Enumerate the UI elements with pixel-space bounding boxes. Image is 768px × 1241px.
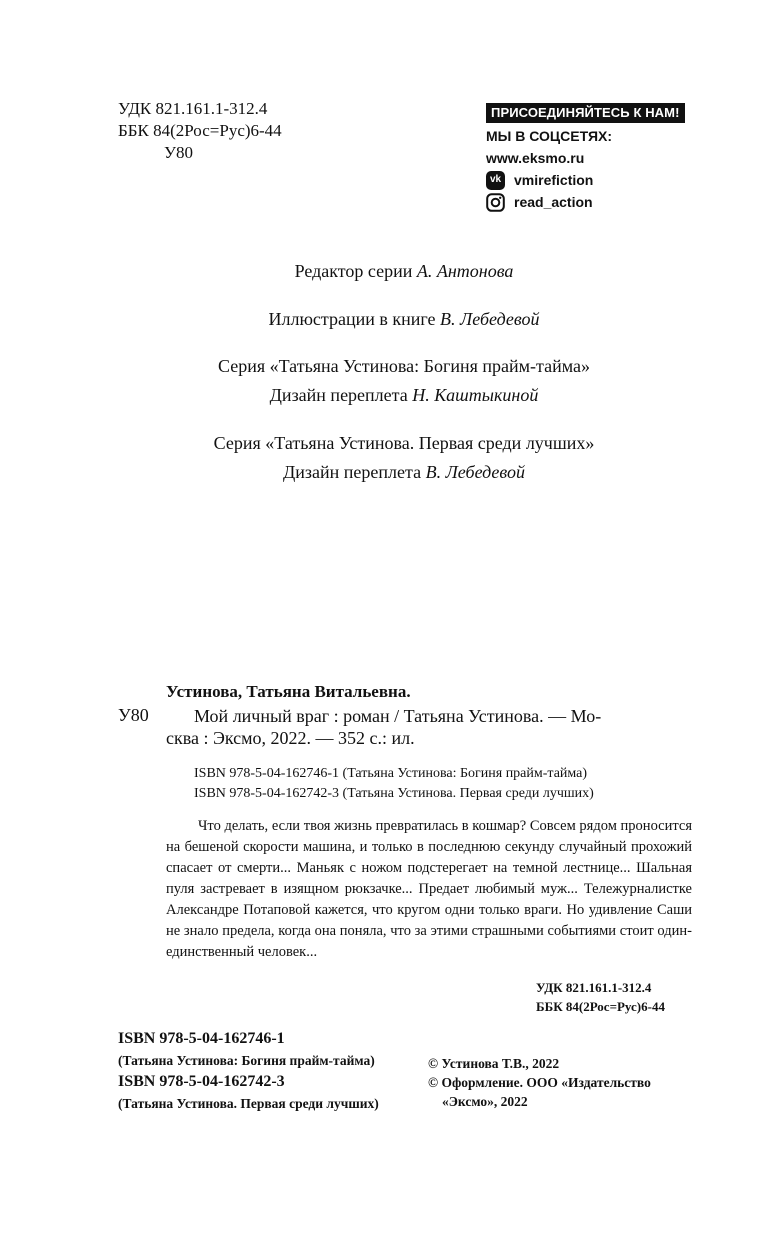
udk-right-bbk: ББК 84(2Рос=Рус)6-44	[536, 999, 665, 1014]
series1-design-name: Н. Каштыкиной	[412, 385, 539, 405]
annotation	[166, 816, 692, 963]
isbn-2-series: (Татьяна Устинова. Первая среди лучших)	[118, 1096, 379, 1111]
social-banner: ПРИСОЕДИНЯЙТЕСЬ К НАМ!	[486, 103, 685, 123]
vk-icon: vk	[486, 171, 505, 190]
catalog-isbn-2: ISBN 978-5-04-162742-3 (Татьяна Устинова. Первая среди лучших)	[194, 786, 594, 801]
bbk-code: ББК 84(2Рос=Рус)6-44	[118, 121, 282, 140]
isbn-block	[118, 1028, 379, 1114]
udk-right-udk: УДК 821.161.1-312.4	[536, 980, 652, 995]
series2-design	[0, 459, 768, 485]
social-block	[486, 101, 685, 213]
annotation-text: Что делать, если твоя жизнь превратилась в кошмар? Совсем рядом проносится на бешеной скорости машина, и только в последнюю секунду случайный прохожий спасает от смерти... Маньяк с ножом подстерегает на темной лестнице... Шальная пуля застревает в изящном рюкзачке... Предает любимый муж... Тележурналистке Александре Потаповой кажется, что кругом одни только враги. Но удивление Саши не знало предела, когда она поняла, что за этими страшными событиями стоит один-единственный человек...	[166, 818, 692, 960]
illustrations-prefix: Иллюстрации в книге	[268, 309, 436, 329]
editor-credit	[0, 258, 768, 284]
instagram-icon	[486, 193, 505, 212]
series2-title: Серия «Татьяна Устинова. Первая среди лучших»	[213, 433, 595, 453]
website-link[interactable]: www.eksmo.ru	[486, 150, 585, 166]
instagram-label: read_action	[514, 194, 593, 210]
copyright-design: © Оформление. ООО «Издательство	[428, 1075, 651, 1090]
catalog-code: У80	[118, 705, 149, 725]
editor-prefix: Редактор серии	[294, 261, 413, 281]
copyright-block	[428, 1054, 651, 1111]
catalog-author: Устинова, Татьяна Витальевна.	[166, 682, 411, 701]
catalog-description-line1: Мой личный враг : роман / Татьяна Устинова. — Мо-	[194, 706, 602, 726]
series1-title: Серия «Татьяна Устинова: Богиня прайм-тайма»	[218, 356, 590, 376]
illustrations-credit	[0, 306, 768, 332]
catalog-isbn-1: ISBN 978-5-04-162746-1 (Татьяна Устинова: Богиня прайм-тайма)	[194, 766, 588, 781]
series2-design-prefix: Дизайн переплета	[283, 462, 422, 482]
classification-block	[118, 98, 282, 164]
copyright-author: © Устинова Т.В., 2022	[428, 1056, 560, 1071]
vk-label: vmirefiction	[514, 172, 594, 188]
series1-design-prefix: Дизайн переплета	[269, 385, 408, 405]
udk-right-block	[536, 978, 665, 1016]
copyright-design-cont: «Эксмо», 2022	[442, 1094, 528, 1109]
catalog-description-line2: сква : Эксмо, 2022. — 352 с.: ил.	[166, 728, 415, 748]
isbn-1-series: (Татьяна Устинова: Богиня прайм-тайма)	[118, 1053, 375, 1068]
instagram-row[interactable]	[486, 191, 685, 213]
isbn-2: ISBN 978-5-04-162742-3	[118, 1073, 285, 1090]
series1-design	[0, 382, 768, 408]
udk-code: УДК 821.161.1-312.4	[118, 99, 268, 118]
social-heading: МЫ В СОЦСЕТЯХ:	[486, 128, 613, 144]
isbn-1: ISBN 978-5-04-162746-1	[118, 1030, 285, 1047]
editor-name: А. Антонова	[416, 261, 514, 281]
author-sign: У80	[164, 143, 194, 162]
vk-row[interactable]	[486, 169, 685, 191]
catalog-isbn-lines	[194, 764, 594, 804]
illustrations-name: В. Лебедевой	[440, 309, 540, 329]
series2-design-name: В. Лебедевой	[425, 462, 525, 482]
